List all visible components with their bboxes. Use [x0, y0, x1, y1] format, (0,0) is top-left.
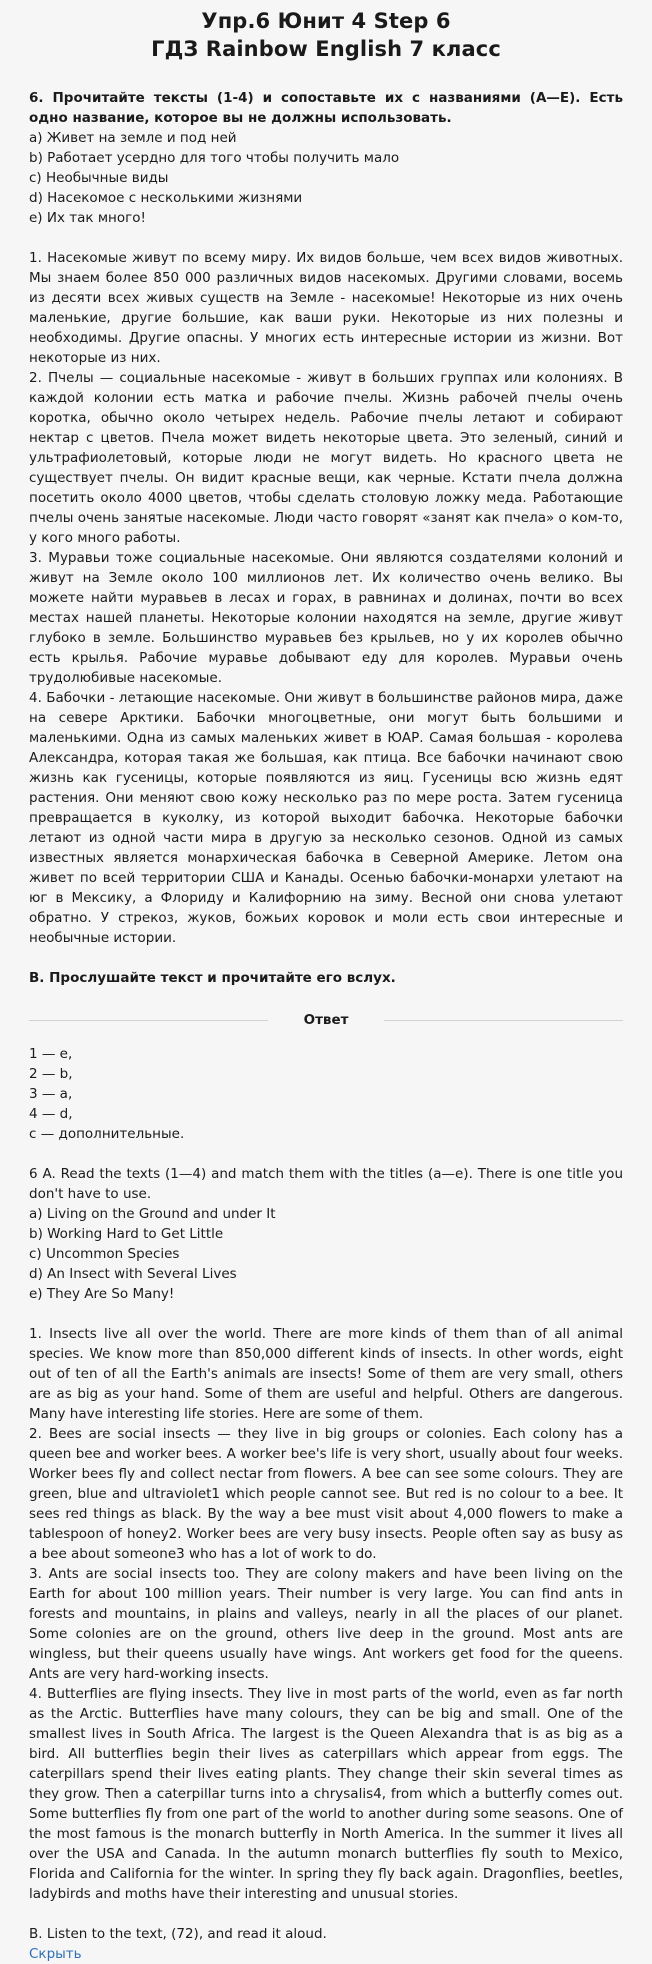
answer-divider: [29, 1010, 623, 1030]
task-en-option: c) Uncommon Species: [29, 1246, 180, 1262]
task-ru-option: b) Работает усердно для того чтобы получить мало: [29, 150, 400, 166]
task-ru-option: c) Необычные виды: [29, 170, 169, 186]
task-en-part-b: B. Listen to the text, (72), and read it aloud.: [29, 1926, 327, 1942]
task-ru-paragraph: 4. Бабочки - летающие насекомые. Они живут в большинстве районов мира, даже на севере Арктики. Бабочки многоцветные, они могут быть большими и маленькими. Одна из самых маленьких живет в ЮАР. Самая большая - королева Александра, которая такая же большая, как птица. Все бабочки начинают свою жизнь как гусеницы, которые появляются из яиц. Гусеницы всю жизнь едят растения. Они меняют свою кожу несколько раз по мере роста. Затем гусеница превращается в куколку, из которой выходит бабочка. Некоторые бабочки летают из одной части мира в другую за несколько сезонов. Одной из самых известных является монархическая бабочка в Северной Америке. Летом она живет по всей территории США и Канады. Осенью бабочки-монархи улетают на юг в Мексику, а Флориду и Калифорнию на зиму. Весной они снова улетают обратно. У стрекоз, жуков, божьих коровок и моли есть свои интересные и необычные истории.: [29, 690, 623, 946]
task-en-option: e) They Are So Many!: [29, 1286, 175, 1302]
task-ru-options: [29, 128, 623, 228]
divider-line-left: [29, 1020, 268, 1021]
task-en-heading: 6 A. Read the texts (1—4) and match them with the titles (a—e). There is one title you don't have to use.: [29, 1166, 623, 1202]
content: [0, 88, 652, 1964]
task-ru-option: d) Насекомое с несколькими жизнями: [29, 190, 303, 206]
page-title-line-1: Упр.6 Юнит 4 Step 6: [201, 9, 451, 33]
task-en-option: a) Living on the Ground and under It: [29, 1206, 276, 1222]
task-ru-part-b: B. Прослушайте текст и прочитайте его вслух.: [29, 970, 396, 986]
task-en-option: d) An Insect with Several Lives: [29, 1266, 237, 1282]
task-en-paragraph: 4. Butterflies are flying insects. They live in most parts of the world, even as far north as the Arctic. Butterflies have many colours, they can be big and small. One of the smallest lives in South Africa. The largest is the Queen Alexandra that is as big as a bird. All butterflies begin their lives as caterpillars which appear from eggs. The caterpillars spend their lives eating plants. They change their skin several times as they grow. Then a caterpillar turns into a chrysalis4, from which a butterfly comes out. Some butterflies fly from one part of the world to another during some seasons. One of the most famous is the monarch butterfly in North America. In the summer it lives all over the USA and Canada. In the autumn monarch butterflies fly south to Mexico, Florida and California for the winter. In spring they fly back again. Dragonflies, beetles, ladybirds and moths have their interesting and unusual stories.: [29, 1686, 623, 1902]
task-ru-paragraph: 2. Пчелы — социальные насекомые - живут в больших группах или колониях. В каждой колонии есть матка и рабочие пчелы. Жизнь рабочей пчелы очень коротка, обычно около четырех недель. Рабочие пчелы летают и собирают нектар с цветов. Пчела может видеть некоторые цвета. Это зеленый, синий и ультрафиолетовый, которые люди не могут видеть. Но красного цвета не существует пчелы. Он видит красные вещи, как черные. Кстати пчела должна посетить около 4000 цветов, чтобы сделать столовую ложку меда. Работающие пчелы очень занятые насекомые. Люди часто говорят «занят как пчела» о ком-то, у кого много работы.: [29, 370, 623, 546]
divider-line-right: [384, 1020, 623, 1021]
task-ru-paragraph: 1. Насекомые живут по всему миру. Их видов больше, чем всех видов животных. Мы знаем более 850 000 различных видов насекомых. Другими словами, восемь из десяти всех живых существ на Земле - насекомые! Некоторые из них очень маленькие, другие большие, как ваши руки. Некоторые из них полезны и необходимы. Другие опасны. У многих есть интересные истории из жизни. Вот некоторые из них.: [29, 250, 623, 366]
task-ru-option: a) Живет на земле и под ней: [29, 130, 237, 146]
task-en-paragraph: 2. Bees are social insects — they live in big groups or colonies. Each colony has a queen bee and worker bees. A worker bee's life is very short, usually about four weeks. Worker bees fly and collect nectar from flowers. A bee can see some colours. They are green, blue and ultraviolet1 which people cannot see. But red is no colour to a bee. It sees red things as black. By the way a bee must visit about 4,000 flowers to make a tablespoon of honey2. Worker bees are very busy insects. People often say as busy as a bee about someone3 who has a lot of work to do.: [29, 1426, 623, 1562]
answer-list: [29, 1044, 623, 1144]
answer-line: 1 — e,: [29, 1046, 73, 1062]
answer-line: 2 — b,: [29, 1066, 73, 1082]
hide-answer-link[interactable]: Скрыть: [29, 1946, 82, 1962]
answer-line: 3 — a,: [29, 1086, 73, 1102]
task-en-paragraph: 3. Ants are social insects too. They are colony makers and have been living on the Earth for about 100 million years. Their number is very large. You can find ants in forests and mountains, in plains and valleys, nearly in all the places of our planet. Some colonies are on the ground, others live deep in the ground. Most ants are wingless, but their queens usually have wings. Ant workers get food for the queens. Ants are very hard-working insects.: [29, 1566, 623, 1682]
task-en-options: [29, 1204, 623, 1304]
task-en-paragraph: 1. Insects live all over the world. There are more kinds of them than of all animal species. We know more than 850,000 different kinds of insects. In other words, eight out of ten of all the Earth's animals are insects! Some of them are very small, others are as big as your hand. Some of them are useful and helpful. Others are dangerous. Many have interesting life stories. Here are some of them.: [29, 1326, 623, 1422]
answer-line: 4 — d,: [29, 1106, 73, 1122]
task-ru-heading: 6. Прочитайте тексты (1-4) и сопоставьте их с названиями (A—E). Есть одно название, которое вы не должны использовать.: [29, 90, 623, 126]
answer-line: c — дополнительные.: [29, 1126, 185, 1142]
task-ru-option: e) Их так много!: [29, 210, 146, 226]
page-title-line-2: ГДЗ Rainbow English 7 класс: [151, 37, 501, 61]
answer-label: Ответ: [303, 1012, 349, 1028]
task-en-option: b) Working Hard to Get Little: [29, 1226, 224, 1242]
task-ru-paragraph: 3. Муравьи тоже социальные насекомые. Они являются создателями колоний и живут на Земле около 100 миллионов лет. Их количество очень велико. Вы можете найти муравьев в лесах и горах, в равнинах и долинах, почти во всех местах нашей планеты. Некоторые колонии находятся на земле, другие живут глубоко в земле. Большинство муравьев без крыльев, но у их королев обычно есть крылья. Рабочие муравье добывают еду для королев. Муравьи очень трудолюбивые насекомые.: [29, 550, 623, 686]
page-title: [0, 0, 652, 63]
